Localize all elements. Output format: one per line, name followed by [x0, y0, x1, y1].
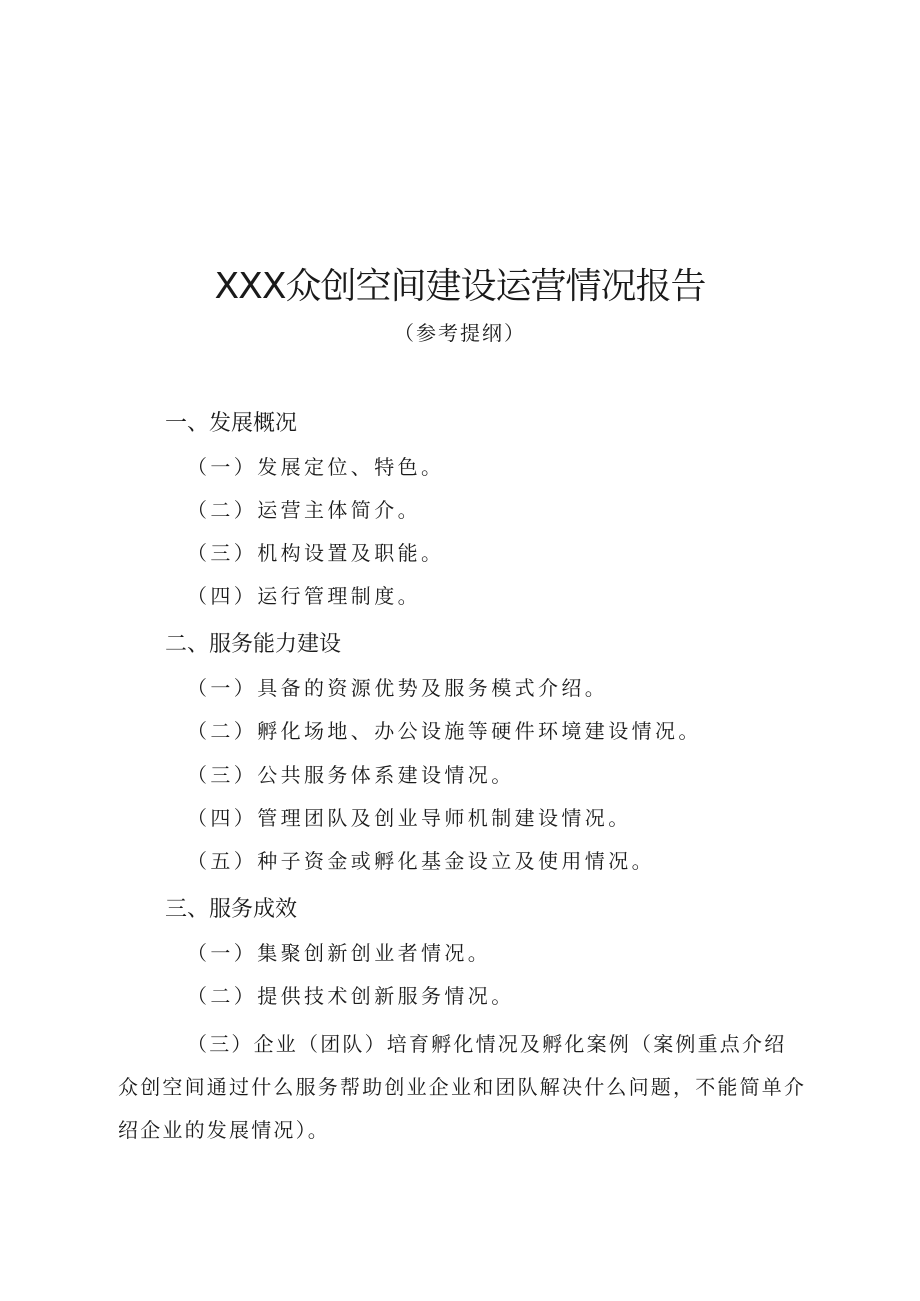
- list-item-paragraph: （三）企业（团队）培育孵化情况及孵化案例（案例重点介绍众创空间通过什么服务帮助创业企业和团队解决什么问题，不能简单介绍企业的发展情况）。: [118, 1032, 807, 1142]
- section-heading-development-overview: 一、发展概况: [165, 411, 298, 436]
- document-title: XXX众创空间建设运营情况报告: [214, 266, 706, 307]
- list-item: （四）运行管理制度。: [187, 584, 421, 608]
- list-item: （一）发展定位、特色。: [187, 455, 445, 479]
- list-item: （二）提供技术创新服务情况。: [187, 984, 515, 1008]
- list-item: （一）具备的资源优势及服务模式介绍。: [187, 676, 609, 700]
- list-item: （三）公共服务体系建设情况。: [187, 763, 515, 787]
- section-heading-service-capability: 二、服务能力建设: [165, 632, 342, 657]
- list-item: （二）孵化场地、办公设施等硬件环境建设情况。: [187, 719, 702, 743]
- list-item: （四）管理团队及创业导师机制建设情况。: [187, 806, 632, 830]
- list-item: （一）集聚创新创业者情况。: [187, 941, 492, 965]
- section-heading-service-results: 三、服务成效: [165, 897, 298, 922]
- list-item: （五）种子资金或孵化基金设立及使用情况。: [187, 849, 655, 873]
- document-subtitle: （参考提纲）: [394, 321, 526, 345]
- list-item: （二）运营主体简介。: [187, 498, 421, 522]
- list-item: （三）机构设置及职能。: [187, 541, 445, 565]
